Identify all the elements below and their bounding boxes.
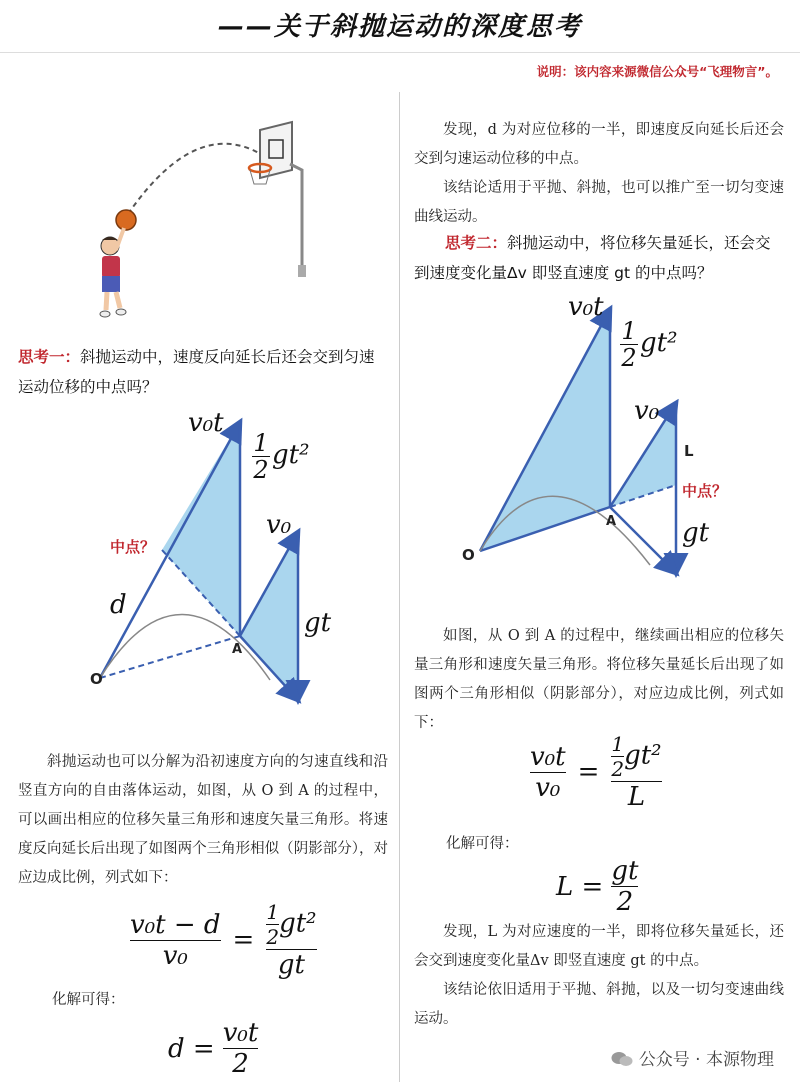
simplify-label-1: 化解可得： xyxy=(52,992,125,1008)
label2-v0t: v₀t xyxy=(568,292,604,322)
diagram-velocity-extension xyxy=(80,410,380,710)
title-divider xyxy=(0,52,800,53)
right-p1: 发现，d 为对应位移的一半，即速度反向延长后还会交到匀速运动位移的中点。 xyxy=(414,122,784,167)
question-one-tag: 思考一： xyxy=(18,348,81,366)
label-O: O xyxy=(90,670,103,688)
question-two xyxy=(414,228,786,288)
column-divider xyxy=(399,92,400,1082)
label-d: d xyxy=(110,590,127,620)
equation-1: $\frac{\text{v₀t − d}}{\text{v₀}}$ = $\frac{1}{2}$ gt² gt xyxy=(130,900,317,980)
label-midpoint: 中点？ xyxy=(110,538,156,556)
label-half: 1 2 xyxy=(253,429,269,484)
equation-3: $\frac{\text{v₀t}}{\text{v₀}}$ = $\frac{1}{2}$ gt² L xyxy=(530,732,662,812)
label2-half: 1 2 xyxy=(621,317,637,372)
page-title: ——关于斜抛运动的深度思考 xyxy=(217,12,582,42)
question-two-tag: 思考二： xyxy=(445,234,508,252)
label-v0t: v₀t xyxy=(188,408,224,438)
right-p4: 发现，L 为对应速度的一半，即将位移矢量延长，还会交到速度变化量Δv 即竖直速度 gt 的中点。 xyxy=(414,924,784,969)
equation-4: L = $\frac{gt}{2}$ xyxy=(556,856,639,917)
watermark: 公众号 · 本源物理 xyxy=(611,1045,774,1070)
label-A: A xyxy=(232,642,243,657)
label2-A: A xyxy=(606,514,617,529)
label2-gt2: gt² xyxy=(640,328,678,358)
right-p5: 该结论依旧适用于平抛、斜抛，以及一切匀变速曲线运动。 xyxy=(414,982,784,1027)
simplify-label-2: 化解可得： xyxy=(446,836,519,852)
source-note: 说明：该内容来源微信公众号“飞理物言”。 xyxy=(536,64,778,79)
left-paragraph: 斜抛运动也可以分解为沿初速度方向的匀速直线和沿竖直方向的自由落体运动，如图，从 O 到 A 的过程中，可以画出相应的位移矢量三角形和速度矢量三角形。将速度反向延长后出现了如图两个三角形相似（阴影部分），对应边成比例，列式如下： xyxy=(18,754,388,886)
basketball-illustration xyxy=(80,100,340,335)
question-two-text: 斜抛运动中，将位移矢量延长，还会交到速度变化量Δv 即竖直速度 gt 的中点吗？ xyxy=(414,234,771,282)
label-gt: gt xyxy=(304,608,332,638)
label2-O: O xyxy=(462,546,475,564)
right-p3: 如图，从 O 到 A 的过程中，继续画出相应的位移矢量三角形和速度矢量三角形。将位移矢量延长后出现了如图两个三角形相似（阴影部分），对应边成比例，列式如下： xyxy=(414,628,784,731)
question-one xyxy=(18,342,388,402)
equation-2: d = $\frac{\text{v₀t}}{2}$ xyxy=(168,1018,259,1079)
label2-v0: v₀ xyxy=(634,396,660,426)
label-gt2: gt² xyxy=(272,440,310,470)
wechat-icon xyxy=(611,1051,633,1067)
label2-L: L xyxy=(684,442,694,460)
label2-gt: gt xyxy=(682,518,710,548)
question-one-text: 斜抛运动中，速度反向延长后还会交到匀速运动位移的中点吗？ xyxy=(18,348,375,396)
right-p2: 该结论适用于平抛、斜抛，也可以推广至一切匀变速曲线运动。 xyxy=(414,180,784,225)
label2-midpoint: 中点？ xyxy=(682,482,728,500)
label-v0: v₀ xyxy=(266,510,292,540)
